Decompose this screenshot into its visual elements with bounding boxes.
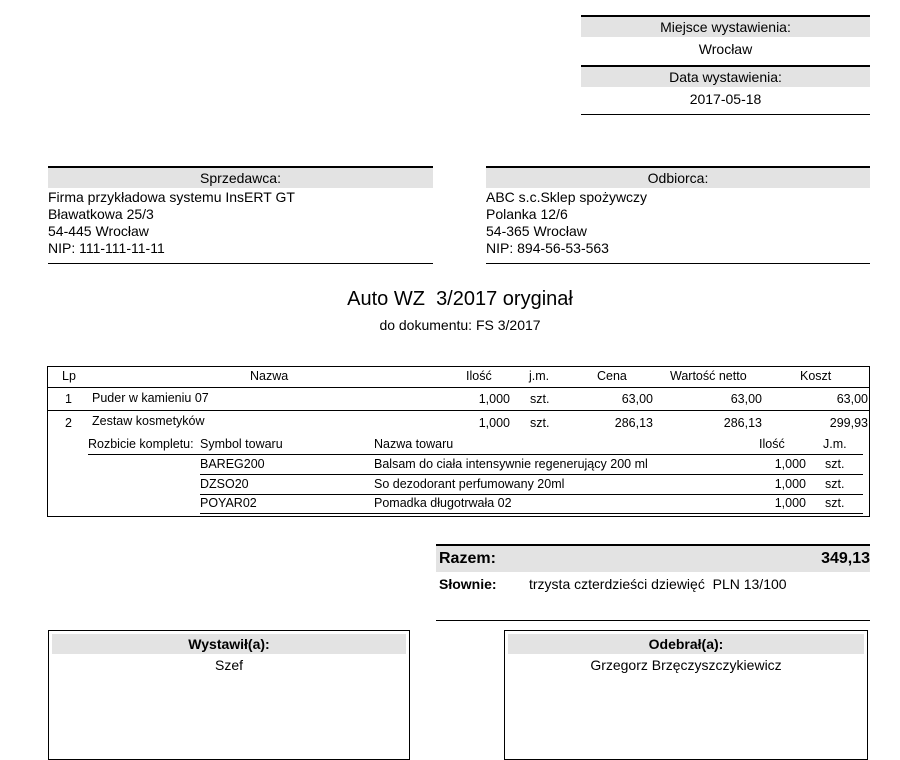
breakdown-qty: 1,000: [774, 457, 806, 471]
breakdown-header-name: Nazwa towaru: [374, 437, 454, 451]
issued-by-box: [48, 630, 410, 760]
list-item: [200, 495, 863, 514]
row-cost: 63,00: [836, 392, 868, 406]
col-header-unit: j.m.: [529, 369, 550, 383]
col-header-net: Wartość netto: [670, 369, 747, 383]
seller-city: 54-445 Wrocław: [48, 223, 149, 239]
breakdown-symbol: POYAR02: [200, 496, 257, 510]
breakdown-header-unit: J.m.: [823, 437, 847, 451]
row-name: Zestaw kosmetyków: [92, 414, 205, 428]
row-cost: 299,93: [829, 416, 868, 430]
items-table-header: [48, 367, 869, 388]
issue-place-label: Miejsce wystawienia:: [581, 17, 870, 37]
document-subtitle: do dokumentu: FS 3/2017: [379, 317, 541, 333]
document-title: Auto WZ 3/2017 oryginał: [347, 288, 573, 310]
list-item: [200, 455, 863, 475]
items-table: [47, 366, 870, 517]
total-value: 349,13: [821, 550, 870, 567]
amount-in-words-value: trzysta czterdzieści dziewięć PLN 13/100: [529, 576, 787, 592]
buyer-details: [486, 189, 870, 257]
breakdown-label: Rozbicie kompletu:: [88, 437, 194, 451]
seller-nip: NIP: 111-111-11-11: [48, 240, 165, 256]
breakdown-unit: szt.: [825, 496, 845, 510]
col-header-cost: Koszt: [800, 369, 832, 383]
breakdown-name: Pomadka długotrwała 02: [374, 496, 512, 510]
breakdown-qty: 1,000: [774, 496, 806, 510]
breakdown-header: [88, 433, 863, 455]
breakdown-name: Balsam do ciała intensywnie regenerujący 200 ml: [374, 457, 648, 471]
col-header-name: Nazwa: [250, 369, 289, 383]
kit-breakdown: [48, 433, 869, 517]
seller-block: [48, 166, 433, 264]
row-lp: 2: [65, 416, 72, 430]
row-price: 286,13: [614, 416, 653, 430]
amount-in-words-label: Słownie:: [439, 576, 497, 592]
col-header-lp: Lp: [62, 369, 76, 383]
buyer-city: 54-365 Wrocław: [486, 223, 587, 239]
breakdown-name: So dezodorant perfumowany 20ml: [374, 477, 565, 491]
col-header-price: Cena: [597, 369, 627, 383]
row-lp: 1: [65, 392, 72, 406]
issue-date-value: 2017-05-18: [689, 91, 762, 107]
received-by-box: [504, 630, 868, 760]
table-row: [48, 411, 869, 433]
seller-street: Bławatkowa 25/3: [48, 206, 154, 222]
row-name: Puder w kamieniu 07: [92, 391, 209, 405]
issue-date-label: Data wystawienia:: [581, 67, 870, 87]
breakdown-header-symbol: Symbol towaru: [200, 437, 283, 451]
row-unit: szt.: [530, 392, 550, 406]
buyer-street: Polanka 12/6: [486, 206, 568, 222]
summary-block: [436, 544, 870, 621]
row-qty: 1,000: [478, 416, 510, 430]
row-price: 63,00: [621, 392, 653, 406]
seller-name: Firma przykładowa systemu InsERT GT: [48, 189, 295, 205]
breakdown-qty: 1,000: [774, 477, 806, 491]
buyer-block: [486, 166, 870, 264]
issue-place-value: Wrocław: [698, 41, 753, 57]
row-net: 286,13: [723, 416, 762, 430]
seller-details: [48, 189, 433, 257]
buyer-nip: NIP: 894-56-53-563: [486, 240, 609, 256]
amount-in-words-row: [436, 572, 870, 598]
total-label: Razem:: [439, 550, 496, 567]
issued-by-label: Wystawił(a):: [52, 634, 406, 654]
list-item: [200, 475, 863, 495]
total-row: [436, 546, 870, 572]
row-unit: szt.: [530, 416, 550, 430]
row-qty: 1,000: [478, 392, 510, 406]
buyer-label: Odbiorca:: [486, 168, 870, 188]
received-by-label: Odebrał(a):: [508, 634, 864, 654]
buyer-name: ABC s.c.Sklep spożywczy: [486, 189, 648, 205]
breakdown-symbol: DZSO20: [200, 477, 249, 491]
table-row: [48, 388, 869, 411]
col-header-qty: Ilość: [466, 369, 492, 383]
breakdown-unit: szt.: [825, 457, 845, 471]
row-net: 63,00: [730, 392, 762, 406]
issue-place-block: [581, 15, 870, 61]
issue-date-block: [581, 65, 870, 115]
issued-by-value: Szef: [214, 657, 243, 673]
breakdown-header-qty: Ilość: [759, 437, 785, 451]
breakdown-unit: szt.: [825, 477, 845, 491]
received-by-value: Grzegorz Brzęczyszczykiewicz: [590, 657, 782, 673]
breakdown-symbol: BAREG200: [200, 457, 265, 471]
seller-label: Sprzedawca:: [48, 168, 433, 188]
